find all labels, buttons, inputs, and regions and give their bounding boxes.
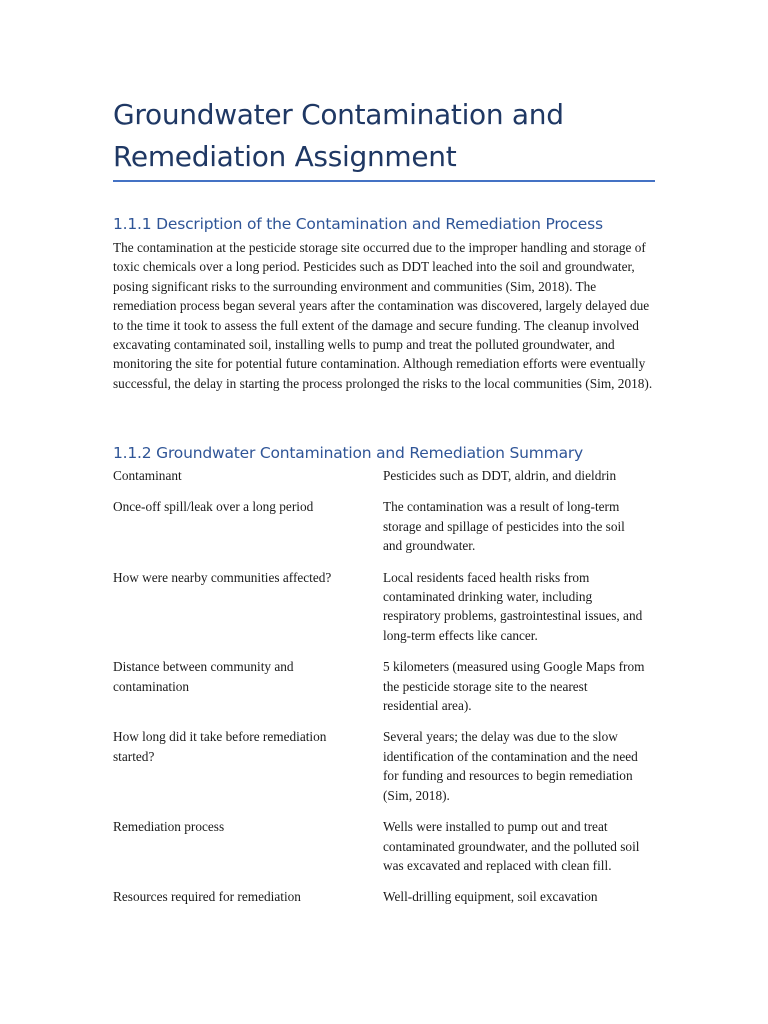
table-row <box>113 817 658 875</box>
row-label: Distance between community and contamination <box>113 659 294 694</box>
section-heading-summary: 1.1.2 Groundwater Contamination and Remediation Summary <box>113 444 584 462</box>
table-row <box>113 466 658 485</box>
row-label: Once-off spill/leak over a long period <box>113 499 314 515</box>
table-row <box>113 727 658 805</box>
summary-table <box>113 466 658 919</box>
row-label: How were nearby communities affected? <box>113 569 332 585</box>
table-row <box>113 568 658 646</box>
row-label: Resources required for remediation <box>113 889 301 905</box>
row-value: 5 kilometers (measured using Google Maps from the pesticide storage site to the nearest residential area). <box>383 659 645 714</box>
row-value: Local residents faced health risks from contaminated drinking water, including respiratory problems, gastrointestinal issues, and long-term effects like cancer. <box>383 569 643 643</box>
row-label: Contaminant <box>113 468 182 483</box>
row-label: Remediation process <box>113 819 225 835</box>
document-title: Groundwater Contamination and Remediation Assignment <box>113 98 564 173</box>
section-heading-description: 1.1.1 Description of the Contamination and Remediation Process <box>113 215 603 233</box>
row-value: Several years; the delay was due to the slow identification of the contamination and the need for funding and resources to begin remediation (Sim, 2018). <box>383 729 638 803</box>
table-row <box>113 497 658 555</box>
row-value: Wells were installed to pump out and treat contaminated groundwater, and the polluted soil was excavated and replaced with clean fill. <box>383 819 640 873</box>
row-value: The contamination was a result of long-term storage and spillage of pesticides into the soil and groundwater. <box>383 499 625 554</box>
description-paragraph: The contamination at the pesticide storage site occurred due to the improper handling and storage of toxic chemicals over a long period. Pesticides such as DDT leached into the soil and groundwater, posing significant risks to the surrounding environment and communities (Sim, 2018). The remediation process began several years after the contamination was discovered, largely delayed due to the time it took to assess the full extent of the damage and secure funding. The cleanup involved excavating contaminated soil, installing wells to pump and treat the polluted groundwater, and monitoring the site for potential future contamination. Although remediation efforts were eventually successful, the delay in starting the process prolonged the risks to the local communities (Sim, 2018). <box>113 240 653 391</box>
table-row <box>113 887 658 906</box>
table-row <box>113 657 658 715</box>
row-value: Pesticides such as DDT, aldrin, and dieldrin <box>383 468 617 483</box>
row-value: Well-drilling equipment, soil excavation <box>383 889 598 905</box>
title-underline <box>113 180 655 182</box>
row-label: How long did it take before remediation started? <box>113 729 327 764</box>
